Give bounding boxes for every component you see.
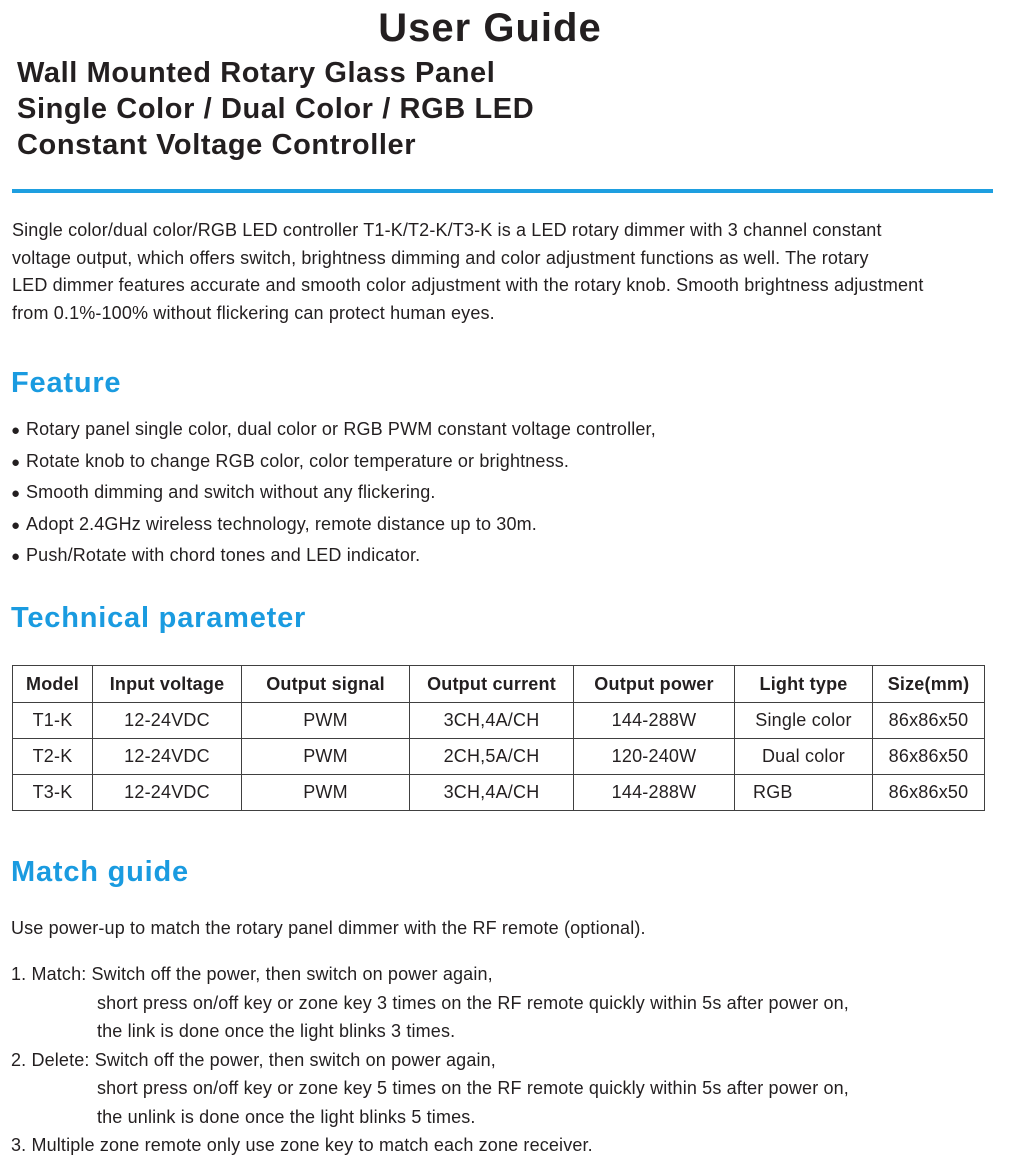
match-step-detail: short press on/off key or zone key 3 times on the RF remote quickly within 5s after power on, (97, 992, 849, 1013)
table-cell: 12-24VDC (93, 739, 242, 775)
bullet-icon: ● (11, 453, 21, 471)
bullet-icon: ● (11, 516, 21, 534)
column-header-output-signal: Output signal (242, 666, 410, 703)
column-header-output-power: Output power (574, 666, 735, 703)
table-cell: 3CH,4A/CH (410, 703, 574, 739)
match-step-detail: the link is done once the light blinks 3 times. (97, 1021, 456, 1041)
table-cell: 3CH,4A/CH (410, 775, 574, 811)
intro-line: from 0.1%-100% without flickering can protect human eyes. (12, 303, 495, 324)
table-cell: 86x86x50 (873, 775, 985, 811)
table-cell: PWM (242, 775, 410, 811)
match-intro: Use power-up to match the rotary panel dimmer with the RF remote (optional). (11, 918, 646, 938)
product-subtitle (17, 55, 534, 163)
bullet-icon: ● (11, 548, 21, 565)
match-guide-heading: Match guide (11, 856, 189, 888)
table-cell: Dual color (735, 739, 873, 775)
table-cell: PWM (242, 703, 410, 739)
feature-item (11, 540, 656, 572)
table-cell: T1-K (13, 703, 93, 739)
table-row (13, 775, 985, 811)
feature-text: Smooth dimming and switch without any flickering. (26, 482, 436, 502)
page-title: User Guide (378, 6, 602, 50)
column-header-output-current: Output current (410, 666, 574, 703)
match-steps-list (11, 960, 849, 1160)
subtitle-line: Single Color / Dual Color / RGB LED (17, 93, 535, 125)
feature-item (11, 446, 656, 478)
header-divider (12, 189, 993, 193)
feature-text: Rotate knob to change RGB color, color temperature or brightness. (26, 450, 570, 471)
technical-parameter-table (12, 665, 985, 811)
delete-step (11, 1046, 849, 1132)
intro-line: LED dimmer features accurate and smooth color adjustment with the rotary knob. Smooth brightness adjustment (12, 275, 924, 296)
feature-item (11, 509, 656, 541)
subtitle-line: Wall Mounted Rotary Glass Panel (17, 57, 496, 89)
table-row (13, 739, 985, 775)
intro-paragraph (12, 217, 1012, 328)
intro-line: Single color/dual color/RGB LED controller T1-K/T2-K/T3-K is a LED rotary dimmer with 3 channel constant (12, 220, 882, 240)
table-cell: 120-240W (574, 739, 735, 775)
table-cell: T2-K (13, 739, 93, 775)
feature-item (11, 414, 656, 446)
table-cell: 2CH,5A/CH (410, 739, 574, 775)
column-header-size: Size(mm) (873, 666, 985, 703)
feature-text: Adopt 2.4GHz wireless technology, remote distance up to 30m. (26, 513, 537, 534)
subtitle-line: Constant Voltage Controller (17, 129, 417, 161)
feature-text: Push/Rotate with chord tones and LED indicator. (26, 545, 421, 565)
feature-list (11, 414, 656, 572)
table-cell: 144-288W (574, 703, 735, 739)
table-cell: 12-24VDC (93, 775, 242, 811)
table-cell: 12-24VDC (93, 703, 242, 739)
bullet-icon: ● (11, 422, 21, 439)
delete-step-detail: short press on/off key or zone key 5 times on the RF remote quickly within 5s after power on, (97, 1078, 849, 1098)
table-cell: 86x86x50 (873, 739, 985, 775)
delete-step-detail: the unlink is done once the light blinks 5 times. (97, 1106, 476, 1127)
table-cell: PWM (242, 739, 410, 775)
technical-heading: Technical parameter (11, 602, 307, 634)
feature-heading: Feature (11, 367, 122, 399)
multi-zone-step-line: 3. Multiple zone remote only use zone key to match each zone receiver. (11, 1135, 593, 1155)
bullet-icon: ● (11, 485, 21, 502)
delete-step-line: 2. Delete: Switch off the power, then switch on power again, (11, 1049, 496, 1070)
match-step-line: 1. Match: Switch off the power, then switch on power again, (11, 964, 493, 984)
table-cell: 86x86x50 (873, 703, 985, 739)
column-header-model: Model (13, 666, 93, 703)
multi-zone-step (11, 1131, 849, 1160)
table-row (13, 703, 985, 739)
feature-text: Rotary panel single color, dual color or RGB PWM constant voltage controller, (26, 419, 656, 439)
table-cell: T3-K (13, 775, 93, 811)
column-header-input-voltage: Input voltage (93, 666, 242, 703)
table-cell: RGB (735, 775, 873, 811)
intro-line: voltage output, which offers switch, brightness dimming and color adjustment functions as well. The rotary (12, 247, 869, 268)
column-header-light-type: Light type (735, 666, 873, 703)
match-step (11, 960, 849, 1046)
table-cell: Single color (735, 703, 873, 739)
feature-item (11, 477, 656, 509)
table-header-row (13, 666, 985, 703)
table-cell: 144-288W (574, 775, 735, 811)
